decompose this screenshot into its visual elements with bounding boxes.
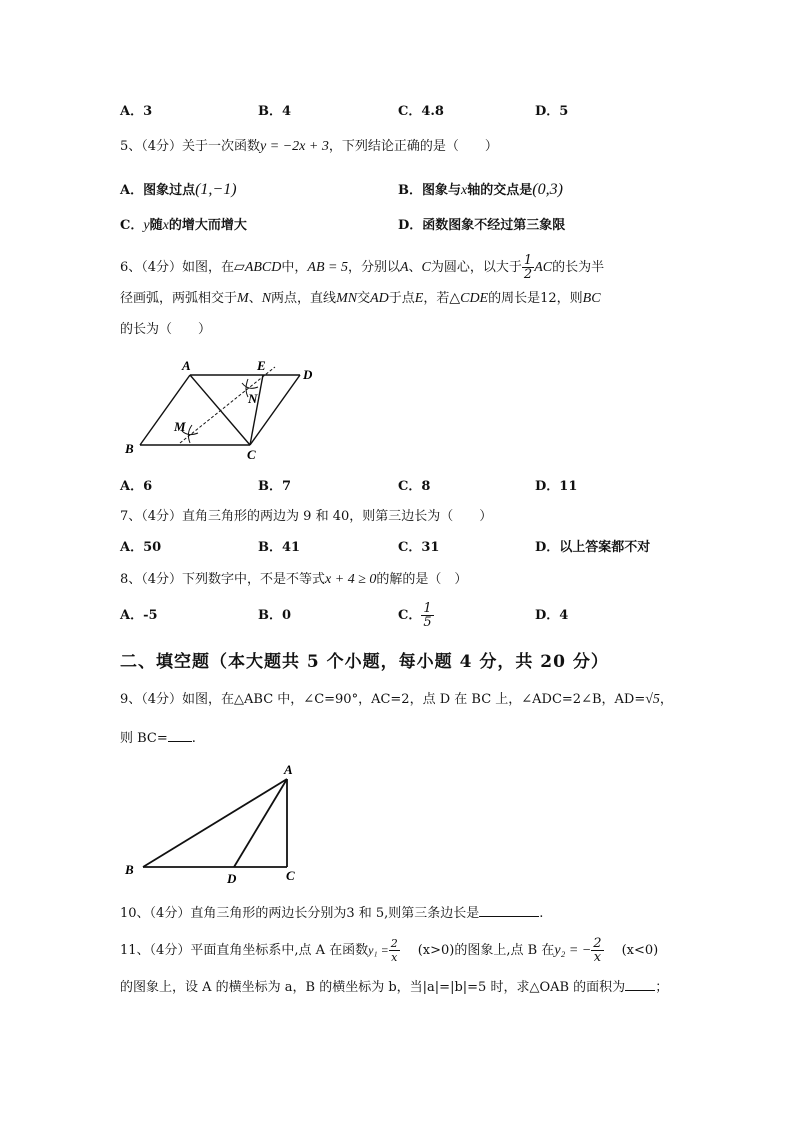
q6-line2: 径画弧，两弧相交于M、N两点，直线MN交AD于点E，若△CDE的周长是12，则BC xyxy=(120,291,601,306)
q10-answer-blank xyxy=(479,902,539,917)
q5-option-a: A．图象过点(1,−1) xyxy=(120,181,237,198)
q8-option-a: A．-5 xyxy=(120,608,158,623)
q8-option-c: C． $\frac{1}{5}$ xyxy=(398,601,432,630)
q9-answer-blank xyxy=(168,727,192,742)
q4-option-d: D．5 xyxy=(535,104,569,119)
q7-option-b: B．41 xyxy=(258,540,301,555)
q5-option-d: D．函数图象不经过第三象限 xyxy=(398,218,566,233)
diagonal-ac xyxy=(190,375,250,445)
label-a: A xyxy=(284,762,293,777)
q4-option-b: B．4 xyxy=(258,104,292,119)
label-a: A xyxy=(182,358,191,373)
q4-option-a: A．3 xyxy=(120,104,153,119)
arc-m-2 xyxy=(188,425,192,443)
q7-stem: 7、（4分）直角三角形的两边为 9 和 40，则第三边长为（ ） xyxy=(120,509,493,524)
q5-option-c: C．y随x的增大而增大 xyxy=(120,218,247,233)
q5-option-b: B．图象与x轴的交点是(0,3) xyxy=(398,181,563,198)
q5-stem-b: ，下列结论正确的是（ ） xyxy=(328,139,498,154)
label-c: C xyxy=(247,447,256,462)
segment-ad xyxy=(234,779,287,867)
q5-expr: y = −2x + 3 xyxy=(260,139,329,154)
q6-option-d: D．11 xyxy=(535,479,578,494)
q9-triangle-figure xyxy=(120,758,310,888)
q7-option-c: C．31 xyxy=(398,540,440,555)
q8-option-d: D．4 xyxy=(535,608,569,623)
arc-n-1 xyxy=(242,383,258,388)
label-e: E xyxy=(257,358,266,373)
q11-answer-blank xyxy=(625,976,655,991)
q6-line1: 6、（4分）如图，在▱ABCD中，AB = 5，分别以A、C为圆心，以大于 $\frac{1}{2}$ AC的长为半 xyxy=(120,253,605,282)
q9-line1: 9、（4分）如图，在△ABC 中，∠C=90°，AC=2，点 D 在 BC 上，∠ADC=2∠B，AD=√5， xyxy=(120,692,673,707)
q8-option-b: B．0 xyxy=(258,608,292,623)
q6-option-b: B．7 xyxy=(258,479,292,494)
label-c: C xyxy=(286,868,295,883)
q6-option-c: C．8 xyxy=(398,479,431,494)
label-m: M xyxy=(174,419,186,434)
q7-option-d: D．以上答案都不对 xyxy=(535,540,651,555)
label-b: B xyxy=(125,862,134,877)
q10-stem: 10、（4分）直角三角形的两边长分别为3 和 5,则第三条边长是 . xyxy=(120,902,543,924)
q4-option-c: C．4.8 xyxy=(398,104,444,119)
side-dc xyxy=(250,375,300,445)
q9-line2: 则 BC= . xyxy=(120,727,196,749)
q11-line1: 11、（4分）平面直角坐标系中,点 A 在函数y₁ = $\frac{2}{x}$ (x>0)的图象上,点 B 在y₂ = − $\frac{2}{x}$ (x<0) xyxy=(120,936,659,965)
section-heading: 二、填空题（本大题共 5 个小题，每小题 4 分，共 20 分） xyxy=(120,652,609,672)
q7-option-a: A．50 xyxy=(120,540,162,555)
q6-option-a: A．6 xyxy=(120,479,153,494)
q5-stem xyxy=(120,137,498,157)
label-d: D xyxy=(303,367,313,382)
q11-fraction-2: $\frac{2}{x}$ xyxy=(593,936,602,965)
label-n: N xyxy=(248,391,258,406)
q6-line3: 的长为（ ） xyxy=(120,322,212,337)
side-ba xyxy=(143,779,287,867)
q8-stem: 8、（4分）下列数字中，不是不等式x + 4 ≥ 0的解的是（ ） xyxy=(120,572,468,587)
q6-parallelogram-figure xyxy=(120,355,330,465)
q11-line2: 的图象上，设 A 的横坐标为 a，B 的横坐标为 b，当|a|=|b|=5 时，求△OAB 的面积为 ； xyxy=(120,976,668,998)
line-mn xyxy=(180,367,275,443)
q8-option-c-fraction: $\frac{1}{5}$ xyxy=(423,601,432,630)
q5-stem-a: 5、（4分）关于一次函数 xyxy=(120,139,261,154)
label-b: B xyxy=(125,441,134,456)
side-ba xyxy=(140,375,190,445)
label-d: D xyxy=(227,871,237,886)
q6-fraction: $\frac{1}{2}$ xyxy=(523,253,533,282)
q11-fraction-1: $\frac{2}{x}$ xyxy=(390,937,398,964)
